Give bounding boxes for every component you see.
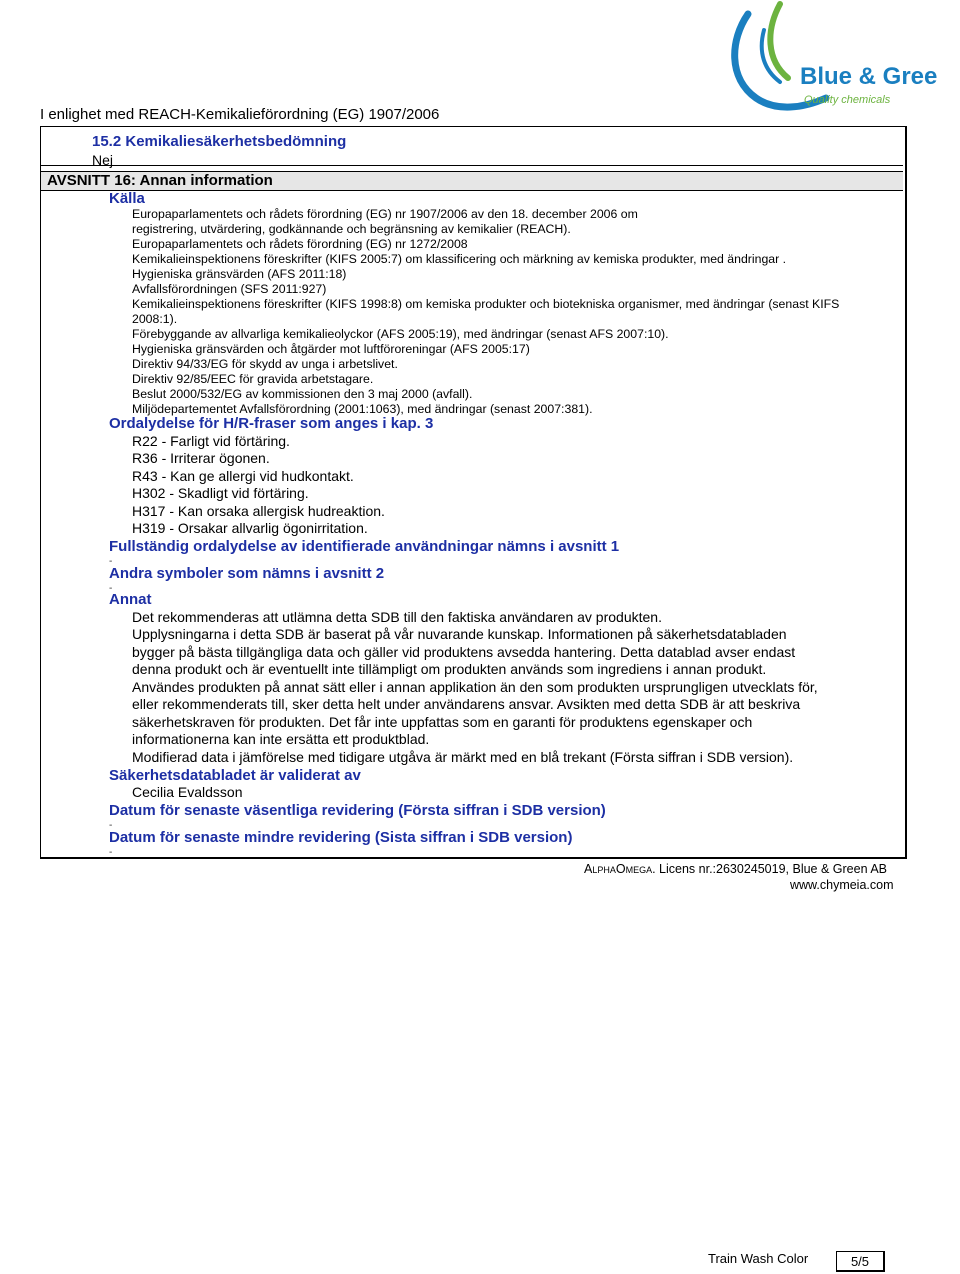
kalla-line: Kemikalieinspektionens föreskrifter (KIFS 2005:7) om klassificering och märkning av kemiska produkter, med ändringar .	[132, 252, 787, 266]
kalla-line: Beslut 2000/532/EG av kommissionen den 3 maj 2000 (avfall).	[132, 387, 473, 401]
annat-line: bygger på bästa tillgängliga data och gäller vid produktens avsedda hantering. Detta datablad avser endast	[132, 644, 796, 660]
kalla-line: Europaparlamentets och rådets förordning (EG) nr 1907/2006 av den 18. december 2006 om	[132, 207, 638, 221]
minor-revision-value: -	[109, 847, 113, 858]
page-number: 5/5	[836, 1251, 885, 1272]
h-phrase-line: R43 - Kan ge allergi vid hudkontakt.	[132, 468, 354, 484]
h-phrase-line: H319 - Orsakar allvarlig ögonirritation.	[132, 520, 368, 536]
license-brand: AlphaOmega.	[584, 862, 656, 876]
h-phrase-line: R36 - Irriterar ögonen.	[132, 450, 270, 466]
license-line	[584, 862, 887, 876]
major-revision-value: -	[109, 820, 113, 831]
kalla-line: 2008:1).	[132, 312, 178, 326]
section-15-2-heading: 15.2 Kemikaliesäkerhetsbedömning	[92, 133, 347, 150]
kalla-line: Förebyggande av allvarliga kemikalieolyckor (AFS 2005:19), med ändringar (senast AFS 2007:10).	[132, 327, 669, 341]
annat-line: säkerhetskraven för produkten. Det får inte uppfattas som en garanti för produktens egenskaper och	[132, 714, 753, 730]
h-phrase-line: R22 - Farligt vid förtäring.	[132, 433, 290, 449]
license-text: Licens nr.:2630245019, Blue & Green AB	[659, 862, 887, 876]
kalla-line: registrering, utvärdering, godkännande och begränsning av kemikalier (REACH).	[132, 222, 571, 236]
kalla-line: Hygieniska gränsvärden och åtgärder mot luftföroreningar (AFS 2005:17)	[132, 342, 530, 356]
annat-line: denna produkt och är eventuellt inte tillämpligt om produkten används som ingrediens i annan produkt.	[132, 661, 767, 677]
major-revision-heading: Datum för senaste väsentliga revidering (Första siffran i SDB version)	[109, 802, 606, 819]
product-name: Train Wash Color	[708, 1251, 809, 1266]
svg-text:Quality chemicals: Quality chemicals	[804, 94, 891, 106]
kalla-line: Kemikalieinspektionens föreskrifter (KIFS 1998:8) om kemiska produkter och biotekniska organismer, med ändringar (senast KIFS	[132, 297, 840, 311]
annat-line: Användes produkten på annat sätt eller i annan applikation än den som produkten ursprungligen utvecklats för,	[132, 679, 818, 695]
kalla-line: Europaparlamentets och rådets förordning (EG) nr 1272/2008	[132, 237, 468, 251]
kalla-line: Hygieniska gränsvärden (AFS 2011:18)	[132, 267, 347, 281]
content-frame	[40, 126, 907, 859]
validated-value: Cecilia Evaldsson	[132, 784, 243, 800]
annat-heading: Annat	[109, 591, 152, 608]
h-phrases-heading: Ordalydelse för H/R-fraser som anges i kap. 3	[109, 415, 434, 432]
kalla-line: Direktiv 94/33/EG för skydd av unga i arbetslivet.	[132, 357, 398, 371]
website-link[interactable]: www.chymeia.com	[790, 878, 894, 892]
annat-line: Det rekommenderas att utlämna detta SDB till den faktiska användaren av produkten.	[132, 609, 662, 625]
other-symbols-heading: Andra symboler som nämns i avsnitt 2	[109, 565, 385, 582]
company-logo	[718, 0, 938, 118]
annat-line: Upplysningarna i detta SDB är baserat på vår nuvarande kunskap. Informationen på säkerhetsdatabladen	[132, 626, 787, 642]
section-16-heading: AVSNITT 16: Annan information	[47, 172, 273, 189]
kalla-heading: Källa	[109, 190, 145, 207]
full-uses-heading: Fullständig ordalydelse av identifierade användningar nämns i avsnitt 1	[109, 538, 620, 555]
annat-line: informationerna kan inte ersätta ett produktblad.	[132, 731, 430, 747]
blue-green-logo-icon	[718, 0, 938, 118]
section-15-2-value: Nej	[92, 152, 114, 168]
section-16-header	[41, 171, 903, 191]
other-symbols-value: -	[109, 583, 113, 594]
h-phrase-line: H317 - Kan orsaka allergisk hudreaktion.	[132, 503, 385, 519]
svg-text:Blue & Green: Blue & Green	[800, 63, 938, 90]
full-uses-value: -	[109, 556, 113, 567]
kalla-line: Direktiv 92/85/EEC för gravida arbetstagare.	[132, 372, 374, 386]
minor-revision-heading: Datum för senaste mindre revidering (Sista siffran i SDB version)	[109, 829, 573, 846]
section-15-2	[41, 127, 903, 166]
annat-line: Modifierad data i jämförelse med tidigare utgåva är märkt med en blå trekant (Första siffran i SDB version).	[132, 749, 794, 765]
kalla-line: Miljödepartementet Avfallsförordning (2001:1063), med ändringar (senast 2007:381).	[132, 402, 593, 416]
kalla-line: Avfallsförordningen (SFS 2011:927)	[132, 282, 327, 296]
validated-heading: Säkerhetsdatabladet är validerat av	[109, 767, 361, 784]
h-phrase-line: H302 - Skadligt vid förtäring.	[132, 485, 309, 501]
annat-line: eller rekommenderats till, sker detta helt under användarens ansvar. Avsikten med detta SDB är att beskriva	[132, 696, 801, 712]
document-header-title: I enlighet med REACH-Kemikalieförordning (EG) 1907/2006	[40, 106, 440, 123]
